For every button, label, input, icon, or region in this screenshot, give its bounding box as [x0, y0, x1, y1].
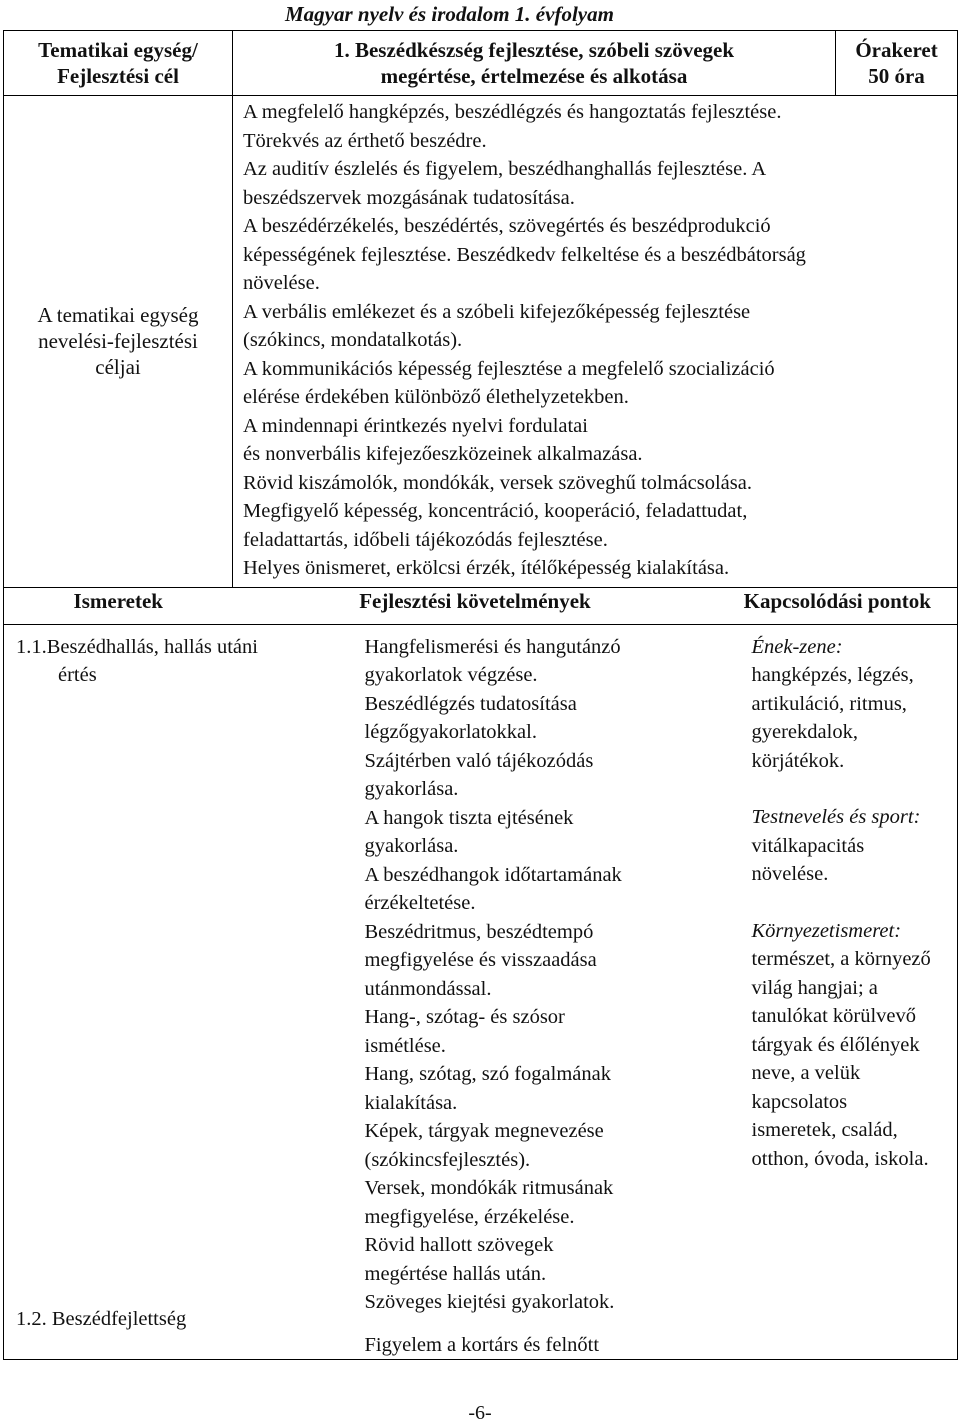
- kovetelmeny-line: A beszédhangok időtartamának: [364, 863, 622, 886]
- kapcsolodas-line: természet, a környező: [751, 948, 931, 970]
- kovetelmeny-line: Versek, mondókák ritmusának: [364, 1177, 614, 1199]
- ismeret-line: 1.2. Beszédfejlettség: [16, 1307, 187, 1330]
- kapcsolodas-line: vitálkapacitás: [751, 834, 865, 857]
- kovetelmeny-line: megfigyelése és visszaadása: [364, 949, 597, 971]
- kapcsolodas-line: világ hangjai; a: [751, 976, 878, 999]
- goals-label-cell: [4, 96, 233, 588]
- ismeret-cell: [4, 624, 258, 1360]
- goal-line: A beszédérzékelés, beszédértés, szövegértés és beszédprodukció: [243, 215, 771, 237]
- topic-title-line: megértése, értelmezése és alkotása: [380, 64, 688, 88]
- kovetelmeny-line: utánmondással.: [364, 977, 492, 1000]
- goal-line: és nonverbális kifejezőeszközeinek alkalmazása.: [243, 443, 643, 465]
- kapcsolodas-line: növelése.: [751, 863, 829, 885]
- goals-label-line: A tematikai egység: [37, 303, 199, 328]
- goal-line: A kommunikációs képesség fejlesztése a megfelelő szocializáció: [243, 357, 775, 380]
- goal-line: beszédszervek mozgásának tudatosítása.: [243, 186, 575, 209]
- kapcsolodas-line: otthon, óvoda, iskola.: [751, 1147, 929, 1170]
- kapcsolodas-line: ismeretek, család,: [751, 1119, 898, 1141]
- kovetelmeny-line: Beszédlégzés tudatosítása: [364, 692, 577, 715]
- kovetelmeny-line: kialakítása.: [364, 1091, 458, 1114]
- kovetelmeny-line: Képek, tárgyak megnevezése: [364, 1120, 604, 1142]
- hours-cell: [836, 31, 958, 96]
- goal-line: A mindennapi érintkezés nyelvi fordulatai: [243, 414, 588, 437]
- document-header-title: Magyar nyelv és irodalom 1. évfolyam: [285, 2, 614, 26]
- kovetelmeny-line: A hangok tiszta ejtésének: [364, 806, 574, 829]
- kovetelmeny-line: Hang-, szótag- és szósor: [364, 1006, 565, 1028]
- goal-line: Helyes önismeret, erkölcsi érzék, ítélőképesség kialakítása.: [243, 557, 730, 579]
- goals-label-line: nevelési-fejlesztési: [38, 329, 198, 354]
- topic-label-line: Fejlesztési cél: [57, 64, 179, 88]
- goal-line: növelése.: [243, 272, 320, 294]
- kovetelmeny-line: gyakorlása.: [364, 778, 459, 800]
- goal-line: A verbális emlékezet és a szóbeli kifejezőképesség fejlesztése: [243, 300, 751, 323]
- goal-line: Az auditív észlelés és figyelem, beszédhanghallás fejlesztése. A: [243, 158, 767, 180]
- hours-label: Órakeret: [855, 38, 938, 62]
- curriculum-table: [3, 30, 958, 1360]
- topic-title-cell: [233, 31, 836, 96]
- kapcsolodas-line: körjátékok.: [751, 749, 845, 772]
- kovetelmeny-line: Hang, szótag, szó fogalmának: [364, 1063, 611, 1085]
- page-number: -6-: [468, 1402, 492, 1424]
- goal-line: feladattartás, időbeli tájékozódás fejlesztése.: [243, 528, 608, 551]
- kovetelmeny-line: megértése hallás után.: [364, 1262, 547, 1285]
- kovetelmeny-line: érzékeltetése.: [364, 892, 476, 914]
- goal-line: elérése érdekében különböző élethelyzetekben.: [243, 386, 629, 408]
- kovetelmeny-line: Beszédritmus, beszédtempó: [364, 920, 594, 943]
- kovetelmeny-line: Figyelem a kortárs és felnőtt: [364, 1333, 600, 1356]
- goal-line: Megfigyelő képesség, koncentráció, kooperáció, feladattudat,: [243, 500, 748, 522]
- kapcsolodas-subject: Környezetismeret:: [751, 919, 902, 942]
- topic-title-line: 1. Beszédkészség fejlesztése, szóbeli szövegek: [333, 38, 735, 62]
- column-header-ismeretek: Ismeretek: [4, 587, 233, 624]
- ismeret-line: 1.1.Beszédhallás, hallás utáni: [16, 635, 258, 658]
- kovetelmeny-line: Rövid hallott szövegek: [364, 1234, 554, 1256]
- kapcsolodas-subject: Testnevelés és sport:: [751, 806, 921, 828]
- kapcsolodas-line: neve, a velük: [751, 1062, 861, 1084]
- kovetelmeny-line: gyakorlatok végzése.: [364, 664, 538, 686]
- goal-line: Törekvés az érthető beszédre.: [243, 129, 487, 152]
- column-header-kapcsolodasi: Kapcsolódási pontok: [718, 587, 958, 624]
- goal-line: képességének fejlesztése. Beszédkedv felkeltése és a beszédbátorság: [243, 243, 806, 266]
- kovetelmeny-line: légzőgyakorlatokkal.: [364, 721, 537, 743]
- kapcsolodas-line: gyerekdalok,: [751, 721, 858, 743]
- kapcsolodas-subject: Ének-zene:: [751, 635, 843, 658]
- kapcsolodas-line: artikuláció, ritmus,: [751, 692, 907, 715]
- kapcsolodas-line: hangképzés, légzés,: [751, 664, 914, 686]
- goals-text-cell: [233, 96, 958, 588]
- goal-line: (szókincs, mondatalkotás).: [243, 329, 463, 351]
- kovetelmeny-line: (szókincsfejlesztés).: [364, 1148, 531, 1171]
- kapcsolodas-line: tanulókat körülvevő: [751, 1005, 917, 1027]
- kovetelmeny-cell: [233, 624, 718, 1360]
- hours-value: 50 óra: [868, 64, 925, 88]
- column-header-kovetelmenyek: Fejlesztési követelmények: [233, 587, 718, 624]
- ismeret-line: értés: [58, 664, 97, 686]
- column-header-row: [4, 587, 958, 624]
- goal-line: A megfelelő hangképzés, beszédlégzés és hangoztatás fejlesztése.: [243, 101, 782, 123]
- topic-label-cell: [4, 31, 233, 96]
- kapcsolodas-line: kapcsolatos: [751, 1090, 848, 1113]
- kovetelmeny-line: ismétlése.: [364, 1034, 446, 1057]
- kovetelmeny-line: gyakorlása.: [364, 835, 459, 857]
- topic-label-line: Tematikai egység/: [38, 38, 198, 62]
- kapcsolodas-cell: [718, 624, 958, 1360]
- kapcsolodas-line: tárgyak és élőlények: [751, 1033, 920, 1056]
- goals-label-line: céljai: [95, 355, 141, 380]
- kovetelmeny-line: Hangfelismerési és hangutánzó: [364, 635, 621, 658]
- content-row: [4, 624, 958, 1360]
- goals-row: [4, 96, 958, 588]
- topic-row: [4, 31, 958, 96]
- kovetelmeny-line: megfigyelése, érzékelése.: [364, 1205, 575, 1228]
- kovetelmeny-line: Szájtérben való tájékozódás: [364, 749, 594, 772]
- kovetelmeny-line: Szöveges kiejtési gyakorlatok.: [364, 1291, 615, 1313]
- goal-line: Rövid kiszámolók, mondókák, versek szöveghű tolmácsolása.: [243, 471, 752, 494]
